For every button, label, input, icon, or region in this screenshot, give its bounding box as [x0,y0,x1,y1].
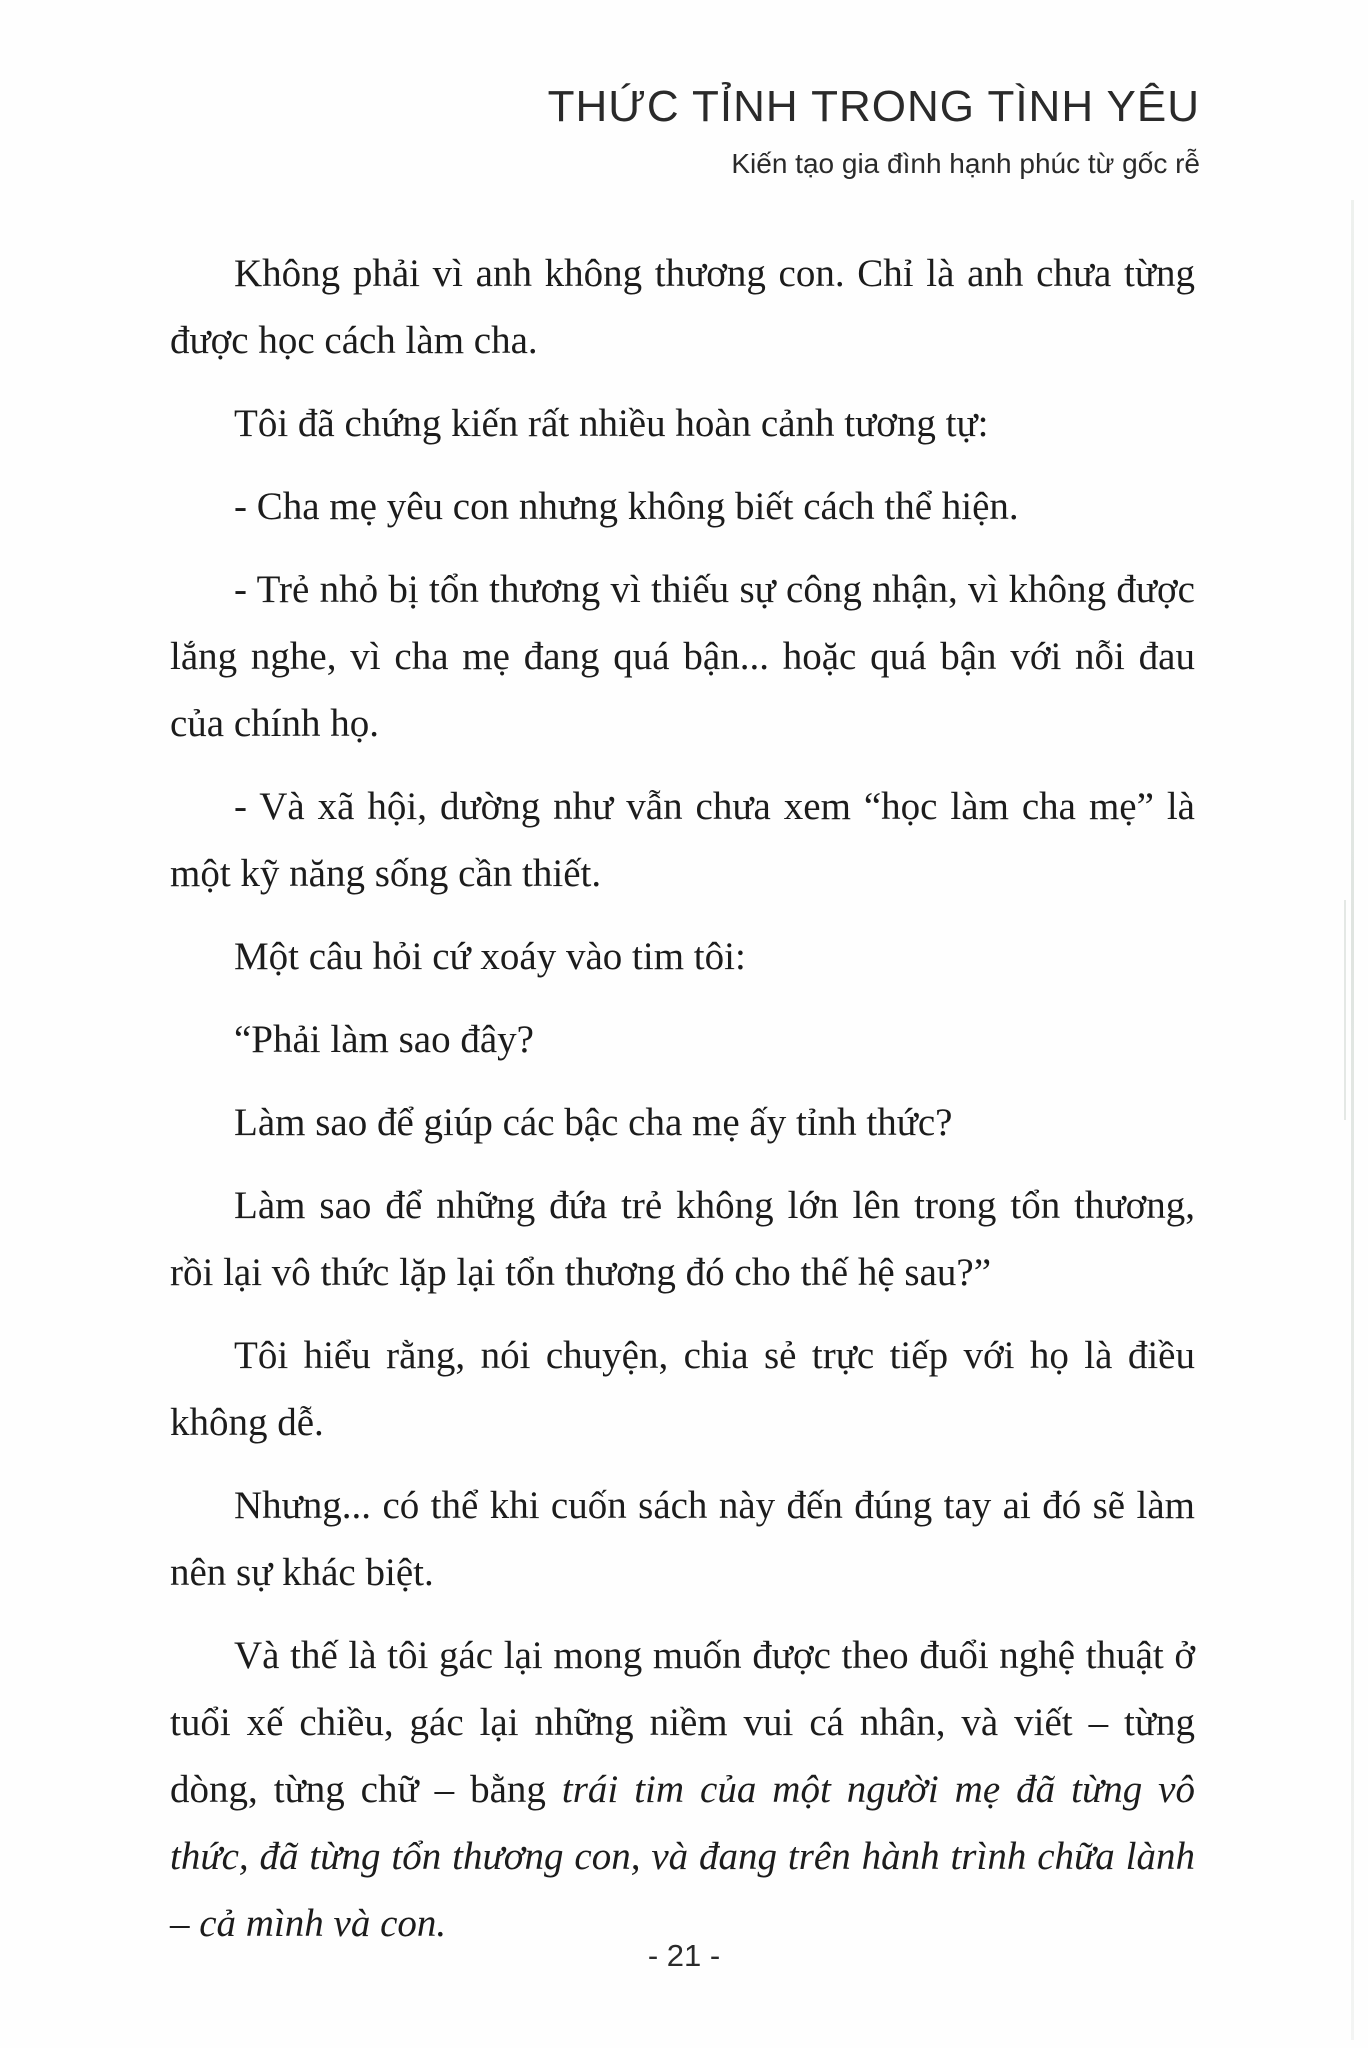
paragraph: - Cha mẹ yêu con nhưng không biết cách thể hiện. [234,485,1019,528]
page-number: - 21 - [647,1938,721,1973]
paragraph: Tôi hiểu rằng, nói chuyện, chia sẻ trực tiếp với họ là điều không dễ. [170,1334,1195,1444]
paragraph: Nhưng... có thể khi cuốn sách này đến đúng tay ai đó sẽ làm nên sự khác biệt. [170,1484,1195,1594]
paragraph: Làm sao để giúp các bậc cha mẹ ấy tỉnh thức? [234,1101,953,1144]
paragraph: “Phải làm sao đây? [234,1018,534,1061]
paragraph: - Trẻ nhỏ bị tổn thương vì thiếu sự công nhận, vì không được lắng nghe, vì cha mẹ đang quá bận... hoặc quá bận với nỗi đau của chính họ. [170,568,1195,745]
paragraph-last-normal: Và thế là tôi gác lại mong muốn được theo đuổi nghệ thuật ở tuổi xế chiều, gác lại những niềm vui cá nhân, và viết – từng dòng, từng chữ – bằng [170,1634,1195,1811]
paragraph: Không phải vì anh không thương con. Chỉ là anh chưa từng được học cách làm cha. [170,252,1195,362]
paragraph: Tôi đã chứng kiến rất nhiều hoàn cảnh tương tự: [234,402,989,445]
paragraph-last-italic: trái tim của một người mẹ đã từng vô thức, đã từng tổn thương con, và đang trên hành trình chữa lành – cả mình và con. [170,1768,1195,1945]
paragraph: Làm sao để những đứa trẻ không lớn lên trong tổn thương, rồi lại vô thức lặp lại tổn thương đó cho thế hệ sau?” [170,1184,1195,1294]
book-subtitle: Kiến tạo gia đình hạnh phúc từ gốc rễ [731,148,1200,179]
paragraph: - Và xã hội, dường như vẫn chưa xem “học làm cha mẹ” là một kỹ năng sống cần thiết. [170,785,1195,895]
paragraph-last [170,1622,1195,1957]
paragraph: Một câu hỏi cứ xoáy vào tim tôi: [234,935,746,978]
body-text [170,240,1195,1973]
book-title: THỨC TỈNH TRONG TÌNH YÊU [547,82,1200,131]
page-edge-mark [1344,900,1346,1120]
page-edge-shadow [1351,200,1354,2040]
running-header [548,80,1200,184]
